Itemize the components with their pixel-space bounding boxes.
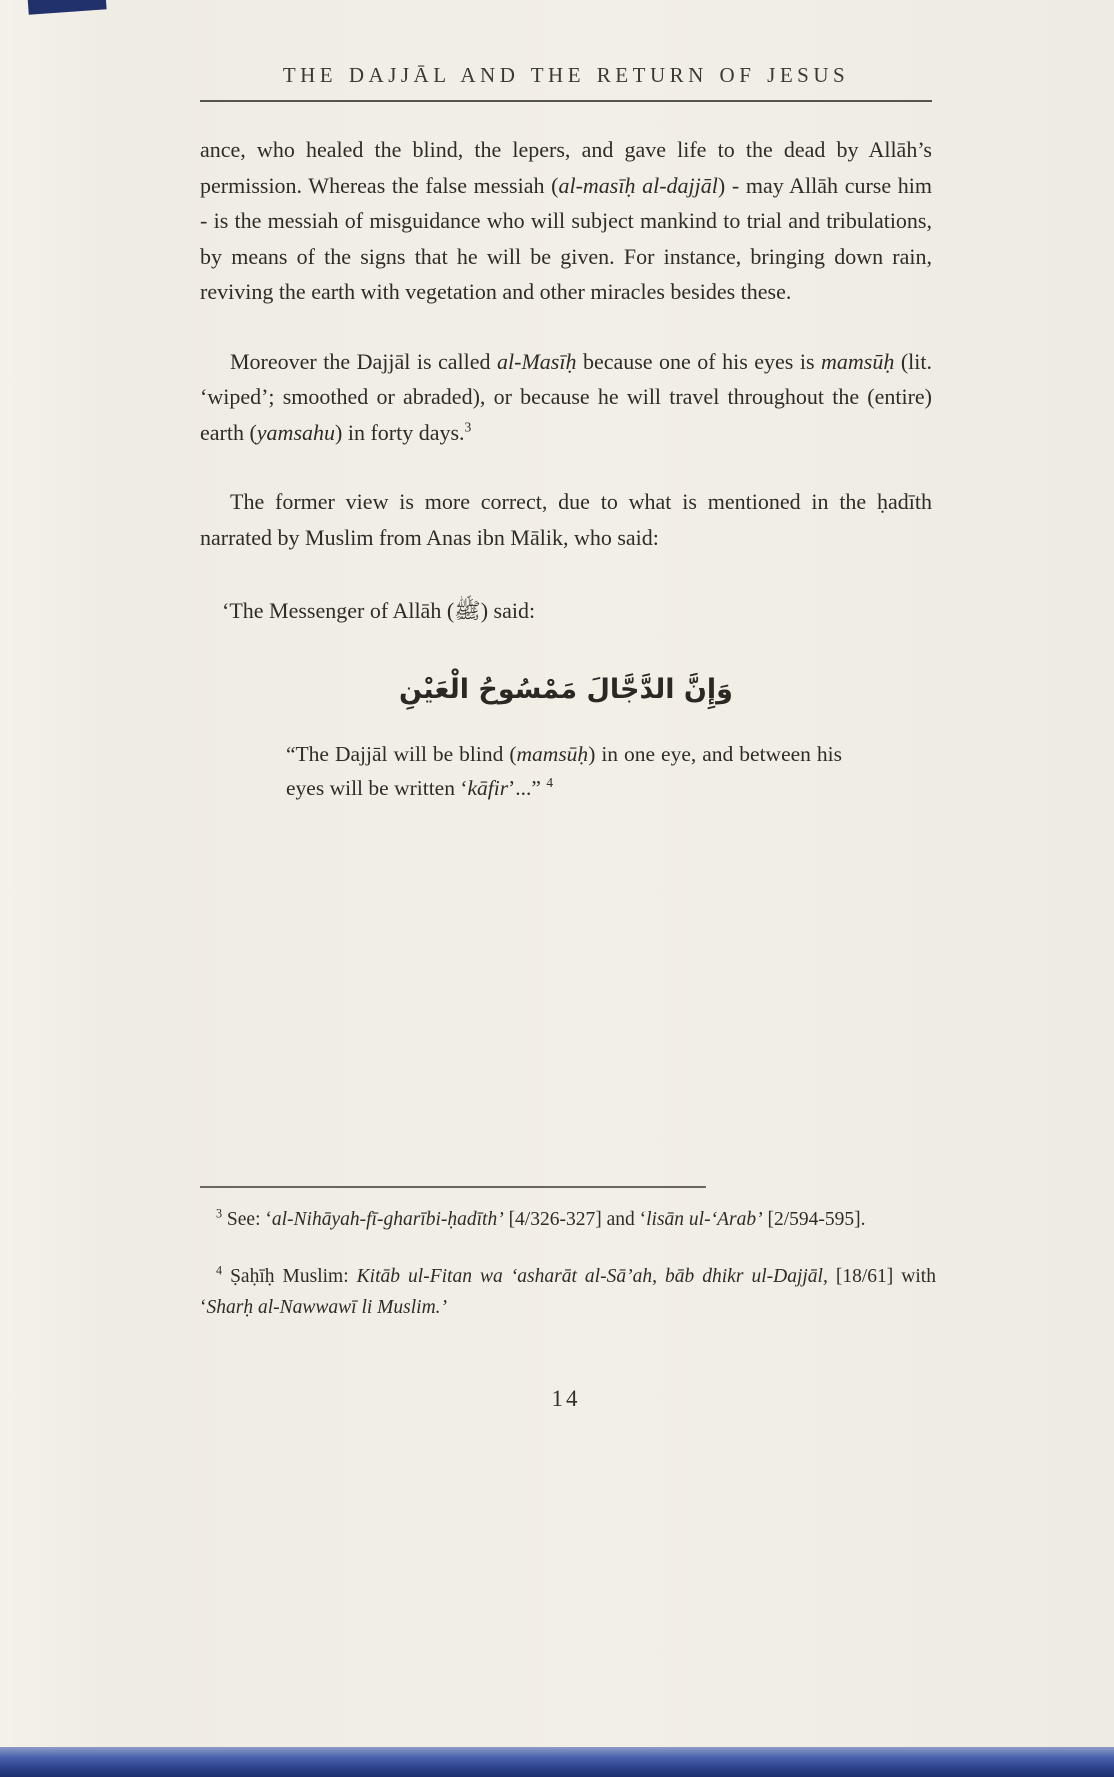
paragraph-1: ance, who healed the blind, the lepers, and gave life to the dead by Allāh’s permission. Whereas the false messiah (al-masīḥ al-dajjāl) - may Allāh curse him - is the messiah of misguidance who will subject mankind to trial and tribulations, by means of the signs that he will be given. For instance, bringing down rain, reviving the earth with vegetation and other miracles besides these. xyxy=(200,137,932,304)
scan-artifact-top-left xyxy=(27,0,106,15)
footnote-separator-rule xyxy=(200,1186,706,1188)
hadith-translation-quote: “The Dajjāl will be blind (mamsūḥ) in one eye, and between his eyes will be written ‘kāfir’...” $^4$ xyxy=(286,741,842,800)
page-number: 14 xyxy=(551,1386,581,1411)
paragraph-4-hadith-intro: ‘The Messenger of Allāh (ﷺ) said: xyxy=(222,598,536,623)
footnote-4: $^4$ Ṣaḥīḥ Muslim: Kitāb ul-Fitan wa ‘asharāt al-Sā’ah, bāb dhikr ul-Dajjāl, [18/61] with ‘Sharḥ al-Nawwawī li Muslim.’ xyxy=(200,1263,936,1318)
scan-artifact-bottom-strip xyxy=(0,1747,1114,1777)
footnotes-section xyxy=(200,1186,936,1323)
paragraph-2: Moreover the Dajjāl is called al-Masīḥ because one of his eyes is mamsūḥ (lit. ‘wiped’; smoothed or abraded), or because he will travel throughout the (entire) earth (yamsahu) in forty days.$^3$ xyxy=(200,348,932,445)
footnote-3: $^3$ See: ‘al-Nihāyah-fī-gharībi-ḥadīth’ [4/326-327] and ‘lisān ul-‘Arab’ [2/594-595]. xyxy=(216,1206,866,1230)
paragraph-3: The former view is more correct, due to what is mentioned in the ḥadīth narrated by Muslim from Anas ibn Mālik, who said: xyxy=(200,489,932,550)
running-header: THE DAJJĀL AND THE RETURN OF JESUS xyxy=(282,63,850,87)
page-content xyxy=(200,62,932,805)
header-rule xyxy=(200,100,932,102)
arabic-hadith-text: وَإِنَّ الدَّجَّالَ مَمْسُوحُ الْعَيْنِ xyxy=(399,673,733,705)
